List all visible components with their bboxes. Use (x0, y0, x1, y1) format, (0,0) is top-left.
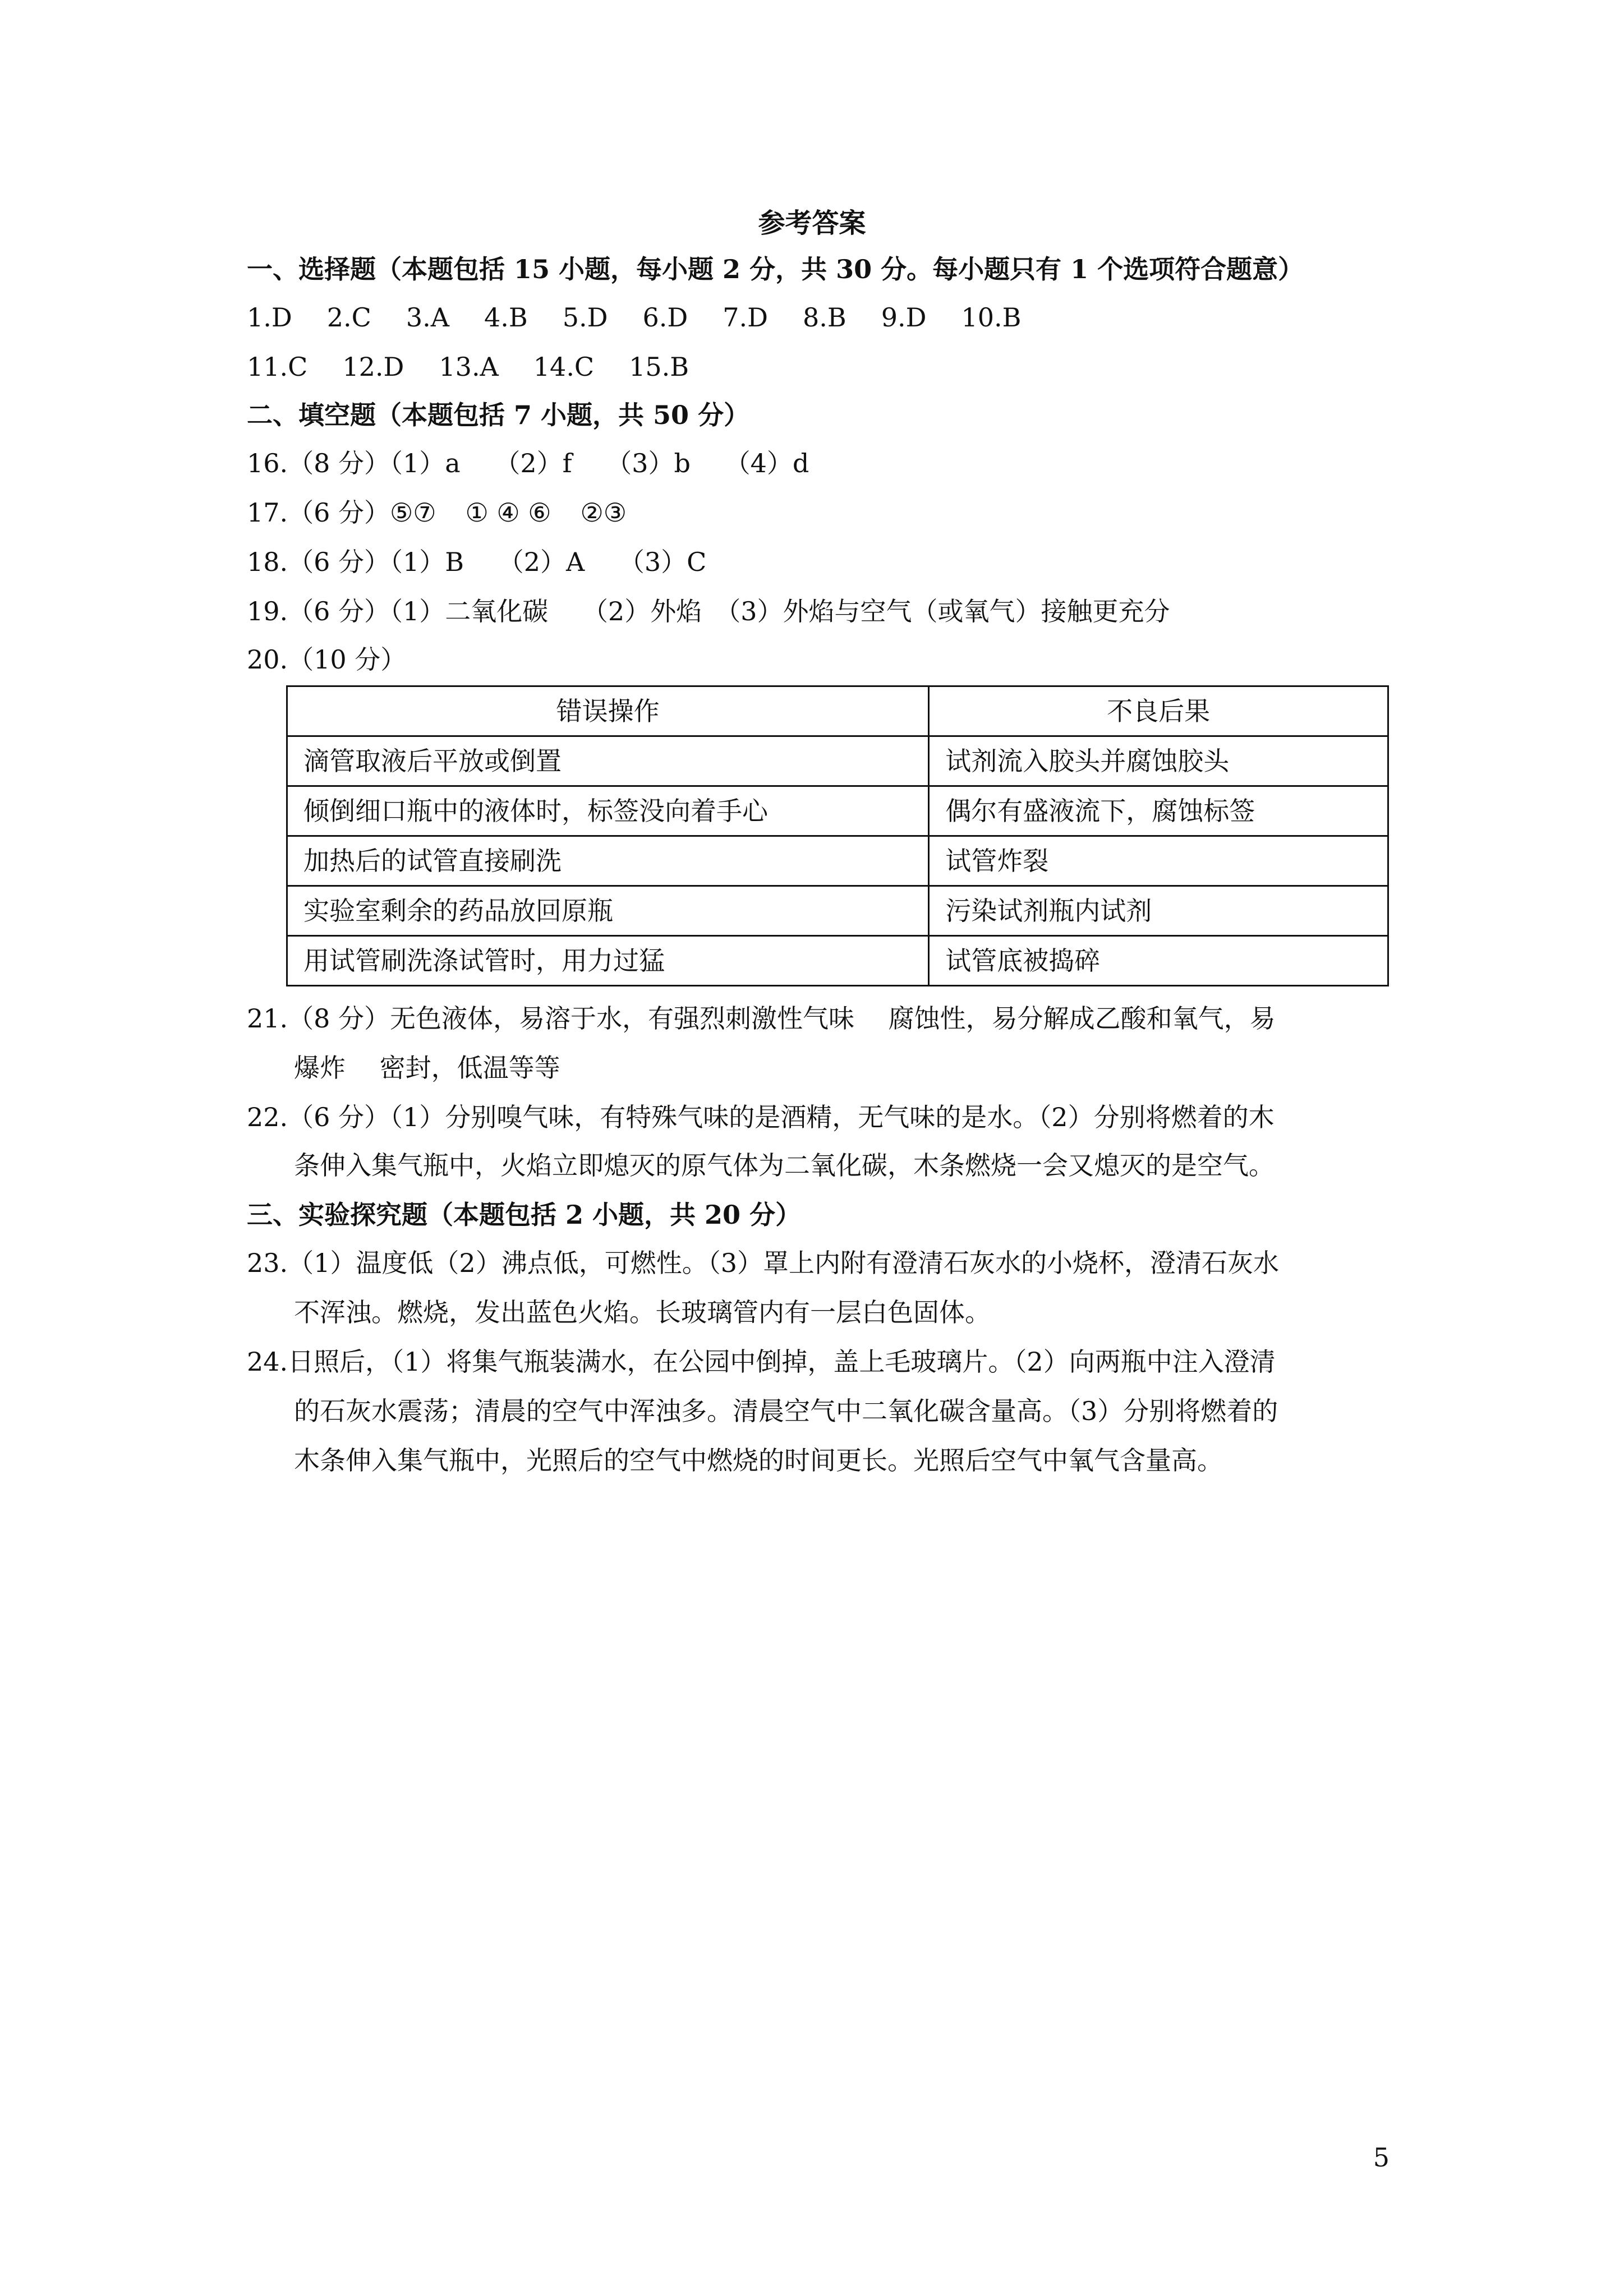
section3-heading: 三、实验探究题（本题包括 2 小题，共 20 分） (247, 1200, 802, 1230)
page-number: 5 (1373, 2142, 1390, 2173)
answer-item: 15.B (629, 352, 689, 382)
answer-item: 5.D (562, 302, 608, 333)
question-18: 18.（6 分）（1）B （2）A （3）C (247, 547, 707, 577)
table-cell: 试管炸裂 (929, 836, 1388, 886)
table-header: 错误操作 (287, 686, 929, 736)
answer-item: 2.C (326, 302, 371, 333)
table-row (287, 936, 1388, 986)
question-21-line2: 爆炸 密封，低温等等 (294, 1053, 560, 1083)
question-17-part: ⑤⑦ (390, 497, 436, 528)
table-cell: 实验室剩余的药品放回原瓶 (287, 886, 929, 936)
table-row (287, 886, 1388, 936)
section1-heading: 一、选择题（本题包括 15 小题，每小题 2 分，共 30 分。每小题只有 1 个选项符合题意） (247, 254, 1304, 284)
answer-item: 7.D (723, 302, 769, 333)
table-cell: 用试管刷洗涤试管时，用力过猛 (287, 936, 929, 986)
table-cell: 倾倒细口瓶中的液体时，标签没向着手心 (287, 786, 929, 836)
question-17-part: ① ④ ⑥ (465, 497, 551, 528)
question-23-line2: 不浑浊。燃烧，发出蓝色火焰。长玻璃管内有一层白色固体。 (294, 1297, 991, 1327)
question-17-part: ②③ (580, 497, 627, 528)
error-consequence-table (286, 685, 1389, 986)
question-16: 16.（8 分）（1）a （2）f （3）b （4）d (247, 448, 809, 478)
question-24-line1: 24.日照后，（1）将集气瓶装满水，在公园中倒掉，盖上毛玻璃片。（2）向两瓶中注入澄清 (247, 1347, 1276, 1377)
question-24-line2: 的石灰水震荡；清晨的空气中浑浊多。清晨空气中二氧化碳含量高。（3）分别将燃着的 (294, 1396, 1278, 1426)
table-cell: 试剂流入胶头并腐蚀胶头 (929, 736, 1388, 786)
answer-item: 3.A (406, 302, 449, 333)
question-21-line1: 21.（8 分）无色液体，易溶于水，有强烈刺激性气味 腐蚀性，易分解成乙酸和氧气，易 (247, 1003, 1276, 1034)
table-cell: 试管底被捣碎 (929, 936, 1388, 986)
table-cell: 滴管取液后平放或倒置 (287, 736, 929, 786)
table-cell: 加热后的试管直接刷洗 (287, 836, 929, 886)
page-title: 参考答案 (758, 208, 866, 239)
answer-item: 8.B (803, 302, 846, 333)
choice-answers-row2 (247, 350, 689, 384)
question-22-line2: 条伸入集气瓶中，火焰立即熄灭的原气体为二氧化碳，木条燃烧一会又熄灭的是空气。 (294, 1150, 1275, 1181)
answer-item: 4.B (484, 302, 528, 333)
answer-item: 1.D (247, 302, 292, 333)
question-19: 19.（6 分）（1）二氧化碳 （2）外焰 （3）外焰与空气（或氧气）接触更充分 (247, 596, 1170, 626)
question-22-line1: 22.（6 分）（1）分别嗅气味，有特殊气味的是酒精，无气味的是水。（2）分别将燃着的木 (247, 1102, 1275, 1132)
table-row (287, 836, 1388, 886)
table-row (287, 786, 1388, 836)
answer-item: 10.B (961, 302, 1022, 333)
choice-answers-row1 (247, 301, 1021, 334)
question-17-prefix: 17.（6 分） (247, 497, 390, 528)
answer-item: 14.C (533, 352, 595, 382)
table-header-row (287, 686, 1388, 736)
question-20: 20.（10 分） (247, 644, 407, 675)
question-23-line1: 23.（1）温度低（2）沸点低，可燃性。（3）罩上内附有澄清石灰水的小烧杯，澄清石灰水 (247, 1248, 1279, 1278)
section2-heading: 二、填空题（本题包括 7 小题，共 50 分） (247, 400, 750, 430)
question-24-line3: 木条伸入集气瓶中，光照后的空气中燃烧的时间更长。光照后空气中氧气含量高。 (294, 1445, 1223, 1476)
table-header: 不良后果 (929, 686, 1388, 736)
table-cell: 偶尔有盛液流下，腐蚀标签 (929, 786, 1388, 836)
table-row (287, 736, 1388, 786)
answer-item: 12.D (342, 352, 404, 382)
answer-item: 11.C (247, 352, 308, 382)
table-cell: 污染试剂瓶内试剂 (929, 886, 1388, 936)
answer-item: 6.D (642, 302, 688, 333)
answer-item: 13.A (439, 352, 499, 382)
question-17 (247, 496, 627, 529)
answer-item: 9.D (881, 302, 927, 333)
